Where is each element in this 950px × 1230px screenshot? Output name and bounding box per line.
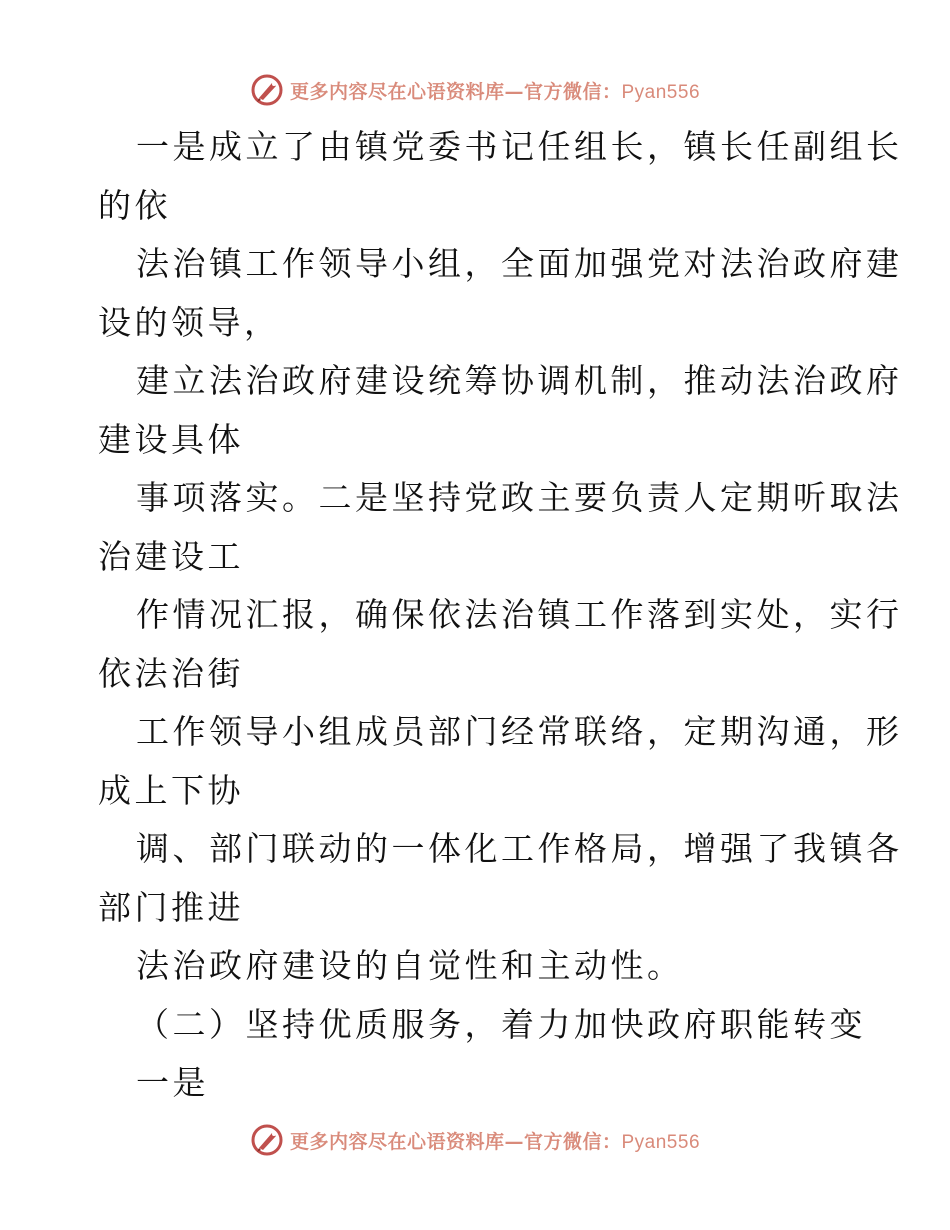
header-banner (0, 70, 950, 110)
body-line: 依法治街 (98, 653, 244, 693)
header-wechat-id: Pyan556 (621, 81, 701, 103)
footer-banner-text (290, 1127, 700, 1154)
body-line: 工作领导小组成员部门经常联络，定期沟通，形 (136, 712, 903, 751)
body-line: 一是成立了由镇党委书记任组长，镇长任副组长 (136, 127, 903, 166)
body-line: 设的领导， (98, 302, 281, 342)
body-line: 建立法治政府建设统筹协调机制，推动法治政府 (136, 361, 903, 400)
header-banner-text (290, 77, 700, 104)
body-line: 部门推进 (98, 887, 244, 927)
section-heading: （二）坚持优质服务，着力加快政府职能转变 (136, 1004, 866, 1044)
footer-banner-content (250, 1123, 700, 1157)
footer-banner (0, 1120, 950, 1160)
body-line: 法治镇工作领导小组，全面加强党对法治政府建 (136, 244, 903, 283)
body-line: 成上下协 (98, 770, 244, 810)
body-line: 事项落实。二是坚持党政主要负责人定期听取法 (136, 478, 903, 517)
body-line: 一是 (136, 1063, 209, 1102)
pen-logo-icon (250, 73, 284, 107)
body-line: 调、部门联动的一体化工作格局，增强了我镇各 (136, 829, 903, 868)
pen-logo-icon (250, 1123, 284, 1157)
body-text (98, 118, 903, 1113)
body-line: 治建设工 (98, 536, 244, 576)
footer-wechat-id: Pyan556 (621, 1131, 701, 1153)
footer-banner-label: 更多内容尽在心语资料库—官方微信： (289, 1130, 622, 1153)
body-line: 建设具体 (98, 419, 244, 459)
header-banner-content (250, 73, 700, 107)
body-line: 法治政府建设的自觉性和主动性。 (136, 946, 684, 985)
header-banner-label: 更多内容尽在心语资料库—官方微信： (289, 80, 622, 103)
body-line: 的依 (98, 185, 171, 225)
body-line: 作情况汇报，确保依法治镇工作落到实处，实行 (136, 595, 903, 634)
